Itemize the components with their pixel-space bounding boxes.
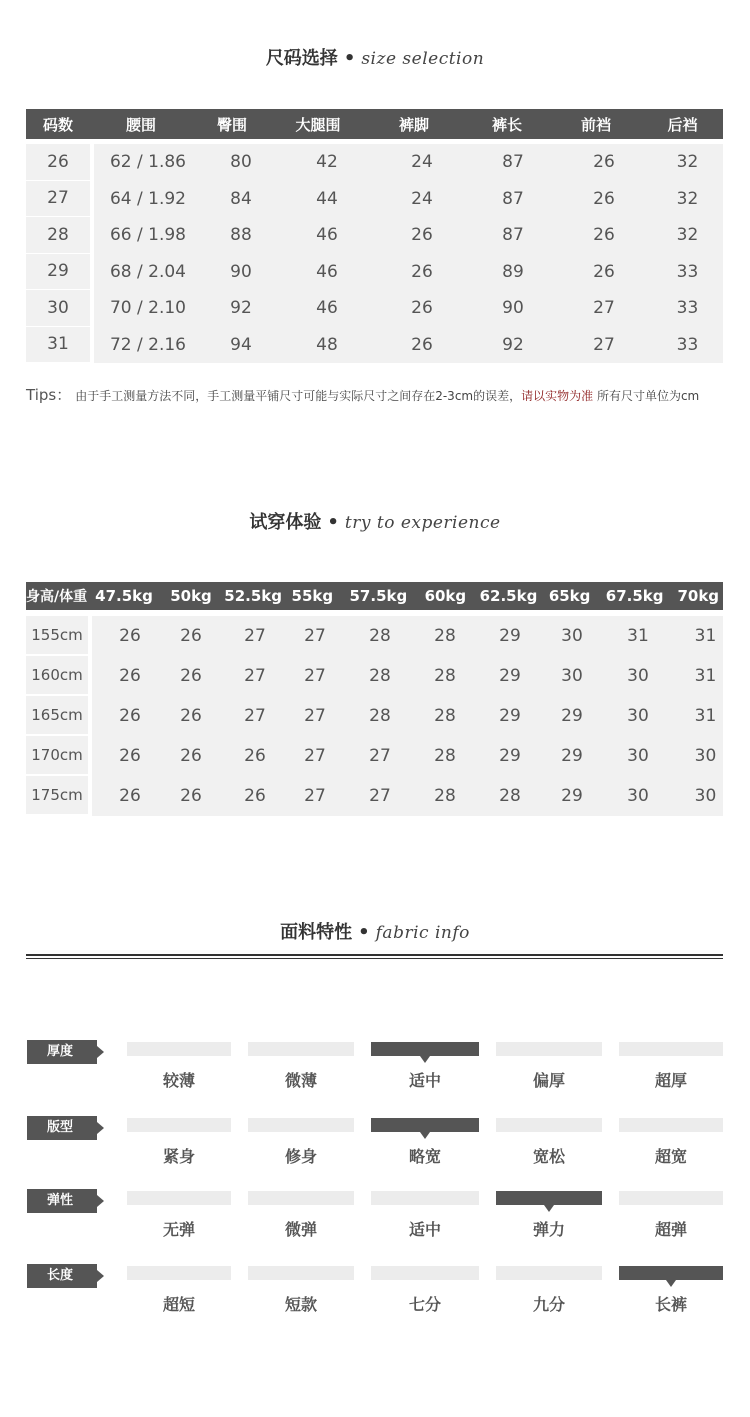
size-cell: 26 xyxy=(411,261,433,282)
size-cell: 87 xyxy=(502,225,524,246)
fit-cell: 27 xyxy=(304,626,326,646)
scale-option-label: 超宽 xyxy=(654,1147,687,1166)
scale-option-label: 适中 xyxy=(408,1220,441,1239)
size-cell: 42 xyxy=(316,152,338,173)
fit-section-title xyxy=(0,508,750,534)
size-header-cell: 臀围 xyxy=(216,115,247,134)
weight-header-cell: 50kg xyxy=(170,587,212,605)
weight-header-cell: 62.5kg xyxy=(479,587,538,605)
fit-cell: 26 xyxy=(244,786,266,806)
scale-option xyxy=(371,1266,479,1315)
fit-corner-cell: 身高/体重 xyxy=(26,589,88,605)
height-column xyxy=(26,616,88,816)
size-cell: 94 xyxy=(230,334,252,355)
size-title-en: size selection xyxy=(361,49,485,69)
scale-bar xyxy=(496,1266,602,1280)
fit-cell: 29 xyxy=(499,626,521,646)
size-cell: 26 xyxy=(593,261,615,282)
size-header-cell: 码数 xyxy=(42,115,73,134)
size-cell: 26 xyxy=(593,225,615,246)
size-cell: 88 xyxy=(230,225,252,246)
size-cell: 92 xyxy=(502,334,524,355)
fit-table-body xyxy=(26,616,723,816)
scale-option-label: 超厚 xyxy=(654,1071,687,1090)
weight-header-cell: 60kg xyxy=(424,587,467,605)
weight-header-cell: 70kg xyxy=(677,587,720,605)
size-cell: 44 xyxy=(316,188,338,209)
fit-title-cn: 试穿体验 xyxy=(249,512,322,533)
fit-cell: 26 xyxy=(119,746,141,766)
fit-cell: 27 xyxy=(244,706,266,726)
size-code-cell: 28 xyxy=(26,217,90,254)
scale-bar xyxy=(248,1191,354,1205)
size-code-column xyxy=(26,144,90,363)
size-cell: 27 xyxy=(593,334,615,355)
scale-bar xyxy=(127,1042,231,1056)
fit-cell: 29 xyxy=(561,706,583,726)
scale-option-label: 宽松 xyxy=(532,1147,565,1166)
fit-cell: 28 xyxy=(369,706,391,726)
table-row xyxy=(94,181,723,218)
fit-cell: 26 xyxy=(119,666,141,686)
size-header-cell: 腰围 xyxy=(125,115,156,134)
size-cell: 46 xyxy=(316,261,338,282)
scale-option xyxy=(248,1042,354,1091)
size-header-cell: 裤脚 xyxy=(398,115,429,134)
title-dot: • xyxy=(343,48,356,69)
fit-title-en: try to experience xyxy=(344,513,501,533)
size-cell: 84 xyxy=(230,188,252,209)
size-cell: 90 xyxy=(502,298,524,319)
size-cell: 24 xyxy=(411,152,433,173)
scale-bar xyxy=(619,1266,723,1280)
scale-option xyxy=(127,1266,231,1315)
size-code-cell: 26 xyxy=(26,144,90,181)
fabric-attribute xyxy=(0,1040,750,1100)
fit-cell: 28 xyxy=(434,746,456,766)
tips-label: Tips： xyxy=(26,386,72,404)
fit-table-header xyxy=(26,582,723,610)
tips-text: 由于手工测量方法不同，手工测量平铺尺寸可能与实际尺寸之间存在2-3cm的误差， xyxy=(75,389,522,403)
fit-cell: 28 xyxy=(369,626,391,646)
tips-emphasis: 请以实物为准 xyxy=(521,389,594,403)
scale-option-label: 紧身 xyxy=(162,1147,195,1166)
scale-option-label: 短款 xyxy=(284,1295,317,1314)
scale-option xyxy=(127,1191,231,1240)
scale-option xyxy=(496,1118,602,1167)
fabric-title-cn: 面料特性 xyxy=(280,922,353,943)
size-cell: 32 xyxy=(676,225,699,246)
fit-cell: 28 xyxy=(434,626,456,646)
attribute-label: 版型 xyxy=(27,1116,97,1140)
table-row xyxy=(92,656,723,696)
fit-cell: 26 xyxy=(119,786,141,806)
size-cell: 62 / 1.86 xyxy=(109,152,187,173)
size-cell: 32 xyxy=(676,188,699,209)
size-cell: 64 / 1.92 xyxy=(109,188,187,209)
table-row xyxy=(94,254,723,291)
divider-line xyxy=(26,954,723,956)
fit-cell: 31 xyxy=(694,666,717,686)
fit-cell: 31 xyxy=(694,626,717,646)
fit-cell: 31 xyxy=(627,626,649,646)
scale-option-selected xyxy=(496,1191,602,1240)
size-cell: 27 xyxy=(593,298,615,319)
size-cell: 80 xyxy=(230,152,252,173)
fit-cell: 30 xyxy=(627,706,649,726)
size-cell: 24 xyxy=(411,188,433,209)
scale-bar xyxy=(496,1042,602,1056)
table-row xyxy=(92,696,723,736)
size-header-cell: 裤长 xyxy=(491,115,522,134)
fit-cell: 26 xyxy=(244,746,266,766)
table-row xyxy=(92,776,723,816)
scale-bar xyxy=(127,1266,231,1280)
fit-cell: 27 xyxy=(304,666,326,686)
fit-cell: 29 xyxy=(561,786,583,806)
scale-option xyxy=(496,1042,602,1091)
scale-option xyxy=(248,1191,354,1240)
fit-cell: 27 xyxy=(369,746,391,766)
size-section-title xyxy=(0,44,750,70)
size-cell: 68 / 2.04 xyxy=(109,261,187,282)
fit-cell: 26 xyxy=(119,626,141,646)
weight-header-cell: 52.5kg xyxy=(224,587,282,605)
table-row xyxy=(94,144,723,181)
scale-bar xyxy=(248,1118,354,1132)
tips-unit: 所有尺寸单位为cm xyxy=(593,389,700,403)
fit-cell: 26 xyxy=(180,706,202,726)
fit-cell: 30 xyxy=(561,666,583,686)
scale-option-selected xyxy=(619,1266,723,1315)
fit-cell: 30 xyxy=(627,786,649,806)
size-cell: 33 xyxy=(676,261,699,282)
fit-cell: 27 xyxy=(244,626,266,646)
attribute-label: 长度 xyxy=(27,1264,97,1288)
scale-option-label: 修身 xyxy=(284,1147,317,1166)
fit-cell: 28 xyxy=(434,666,456,686)
size-table-header xyxy=(26,109,723,139)
size-cell: 87 xyxy=(502,188,524,209)
scale-option-label: 略宽 xyxy=(408,1147,441,1166)
size-header-cell: 前裆 xyxy=(580,115,611,134)
size-cell: 26 xyxy=(411,225,433,246)
scale-option-label: 长裤 xyxy=(654,1295,687,1314)
fit-cell: 27 xyxy=(304,746,326,766)
size-cell: 92 xyxy=(230,298,252,319)
scale-option xyxy=(371,1191,479,1240)
scale-bar xyxy=(371,1266,479,1280)
table-row xyxy=(94,217,723,254)
height-cell: 175cm xyxy=(26,776,88,816)
scale-option-selected xyxy=(371,1118,479,1167)
attribute-label: 弹性 xyxy=(27,1189,97,1213)
size-code-cell: 30 xyxy=(26,290,90,327)
scale-bar xyxy=(371,1042,479,1056)
size-cell: 89 xyxy=(502,261,524,282)
weight-header-cell: 67.5kg xyxy=(605,587,664,605)
size-cell: 46 xyxy=(316,298,338,319)
scale-option xyxy=(619,1042,723,1091)
size-cell: 46 xyxy=(316,225,338,246)
fabric-title-en: fabric info xyxy=(375,923,470,943)
size-cell: 48 xyxy=(316,334,338,355)
title-dot: • xyxy=(358,922,370,943)
size-cell: 66 / 1.98 xyxy=(109,225,187,246)
table-row xyxy=(92,616,723,656)
fit-cell: 31 xyxy=(694,706,717,726)
fit-cell: 30 xyxy=(694,746,717,766)
scale-bar xyxy=(619,1191,723,1205)
fit-cell: 27 xyxy=(304,706,326,726)
weight-header-cell: 55kg xyxy=(291,587,334,605)
scale-option xyxy=(127,1042,231,1091)
weight-header-cell: 65kg xyxy=(548,587,591,605)
fabric-section-title xyxy=(0,918,750,944)
size-cell: 90 xyxy=(230,261,252,282)
size-code-cell: 29 xyxy=(26,254,90,291)
fabric-attribute xyxy=(0,1189,750,1249)
table-row xyxy=(94,327,723,364)
scale-option-selected xyxy=(371,1042,479,1091)
size-cell: 26 xyxy=(411,334,433,355)
size-cell: 26 xyxy=(593,188,615,209)
weight-header-cell: 47.5kg xyxy=(95,587,153,605)
size-cell: 26 xyxy=(411,298,433,319)
fit-cell: 29 xyxy=(499,746,521,766)
scale-option-label: 微弹 xyxy=(284,1220,317,1239)
size-table xyxy=(26,109,723,363)
scale-option-label: 九分 xyxy=(532,1295,565,1314)
fit-values xyxy=(92,616,723,816)
scale-option xyxy=(619,1118,723,1167)
size-code-cell: 31 xyxy=(26,327,90,364)
fit-cell: 28 xyxy=(434,706,456,726)
scale-option-label: 微薄 xyxy=(284,1071,317,1090)
height-cell: 170cm xyxy=(26,736,88,776)
size-cell: 70 / 2.10 xyxy=(109,298,187,319)
scale-bar xyxy=(619,1042,723,1056)
fabric-attribute xyxy=(0,1264,750,1324)
divider-line xyxy=(26,958,723,959)
scale-bar xyxy=(127,1191,231,1205)
scale-option xyxy=(496,1266,602,1315)
size-cell: 87 xyxy=(502,152,524,173)
scale-option xyxy=(619,1191,723,1240)
size-code-cell: 27 xyxy=(26,181,90,218)
height-cell: 165cm xyxy=(26,696,88,736)
scale-option-label: 无弹 xyxy=(162,1220,195,1239)
scale-option xyxy=(248,1266,354,1315)
height-cell: 155cm xyxy=(26,616,88,656)
fit-cell: 30 xyxy=(627,666,649,686)
scale-bar xyxy=(619,1118,723,1132)
fit-cell: 28 xyxy=(369,666,391,686)
size-cell: 32 xyxy=(676,152,699,173)
fit-cell: 30 xyxy=(561,626,583,646)
scale-bar xyxy=(371,1118,479,1132)
size-table-body xyxy=(26,144,723,363)
scale-option-label: 弹力 xyxy=(532,1220,565,1239)
scale-bar xyxy=(496,1118,602,1132)
fit-cell: 26 xyxy=(180,786,202,806)
size-cell: 72 / 2.16 xyxy=(109,334,187,355)
scale-bar xyxy=(248,1042,354,1056)
fit-cell: 29 xyxy=(499,706,521,726)
fit-cell: 30 xyxy=(694,786,717,806)
size-title-cn: 尺码选择 xyxy=(265,48,338,69)
fit-cell: 27 xyxy=(244,666,266,686)
table-row xyxy=(94,290,723,327)
size-cell: 33 xyxy=(676,298,699,319)
fit-cell: 26 xyxy=(119,706,141,726)
scale-bar xyxy=(496,1191,602,1205)
size-values xyxy=(94,144,723,363)
attribute-label: 厚度 xyxy=(27,1040,97,1064)
size-cell: 26 xyxy=(593,152,615,173)
weight-header-cell: 57.5kg xyxy=(349,587,408,605)
fit-cell: 27 xyxy=(369,786,391,806)
fit-cell: 26 xyxy=(180,746,202,766)
fit-cell: 27 xyxy=(304,786,326,806)
scale-option xyxy=(248,1118,354,1167)
fit-table xyxy=(26,582,723,816)
scale-option-label: 较薄 xyxy=(162,1071,195,1090)
fit-cell: 28 xyxy=(434,786,456,806)
scale-option-label: 超短 xyxy=(162,1295,195,1314)
height-cell: 160cm xyxy=(26,656,88,696)
scale-option-label: 偏厚 xyxy=(532,1071,565,1090)
scale-bar xyxy=(371,1191,479,1205)
table-row xyxy=(92,736,723,776)
size-header-cell: 大腿围 xyxy=(295,115,341,134)
title-dot: • xyxy=(327,512,339,533)
tips-note xyxy=(26,384,699,405)
scale-option-label: 超弹 xyxy=(654,1220,687,1239)
size-header-cell: 后裆 xyxy=(667,115,698,134)
scale-option-label: 适中 xyxy=(408,1071,441,1090)
scale-option-label: 七分 xyxy=(408,1295,441,1314)
fit-cell: 29 xyxy=(561,746,583,766)
fit-cell: 28 xyxy=(499,786,521,806)
scale-bar xyxy=(248,1266,354,1280)
scale-bar xyxy=(127,1118,231,1132)
fabric-attribute xyxy=(0,1116,750,1176)
fit-cell: 26 xyxy=(180,626,202,646)
size-cell: 33 xyxy=(676,334,699,355)
fit-cell: 30 xyxy=(627,746,649,766)
scale-option xyxy=(127,1118,231,1167)
fit-cell: 29 xyxy=(499,666,521,686)
fit-cell: 26 xyxy=(180,666,202,686)
